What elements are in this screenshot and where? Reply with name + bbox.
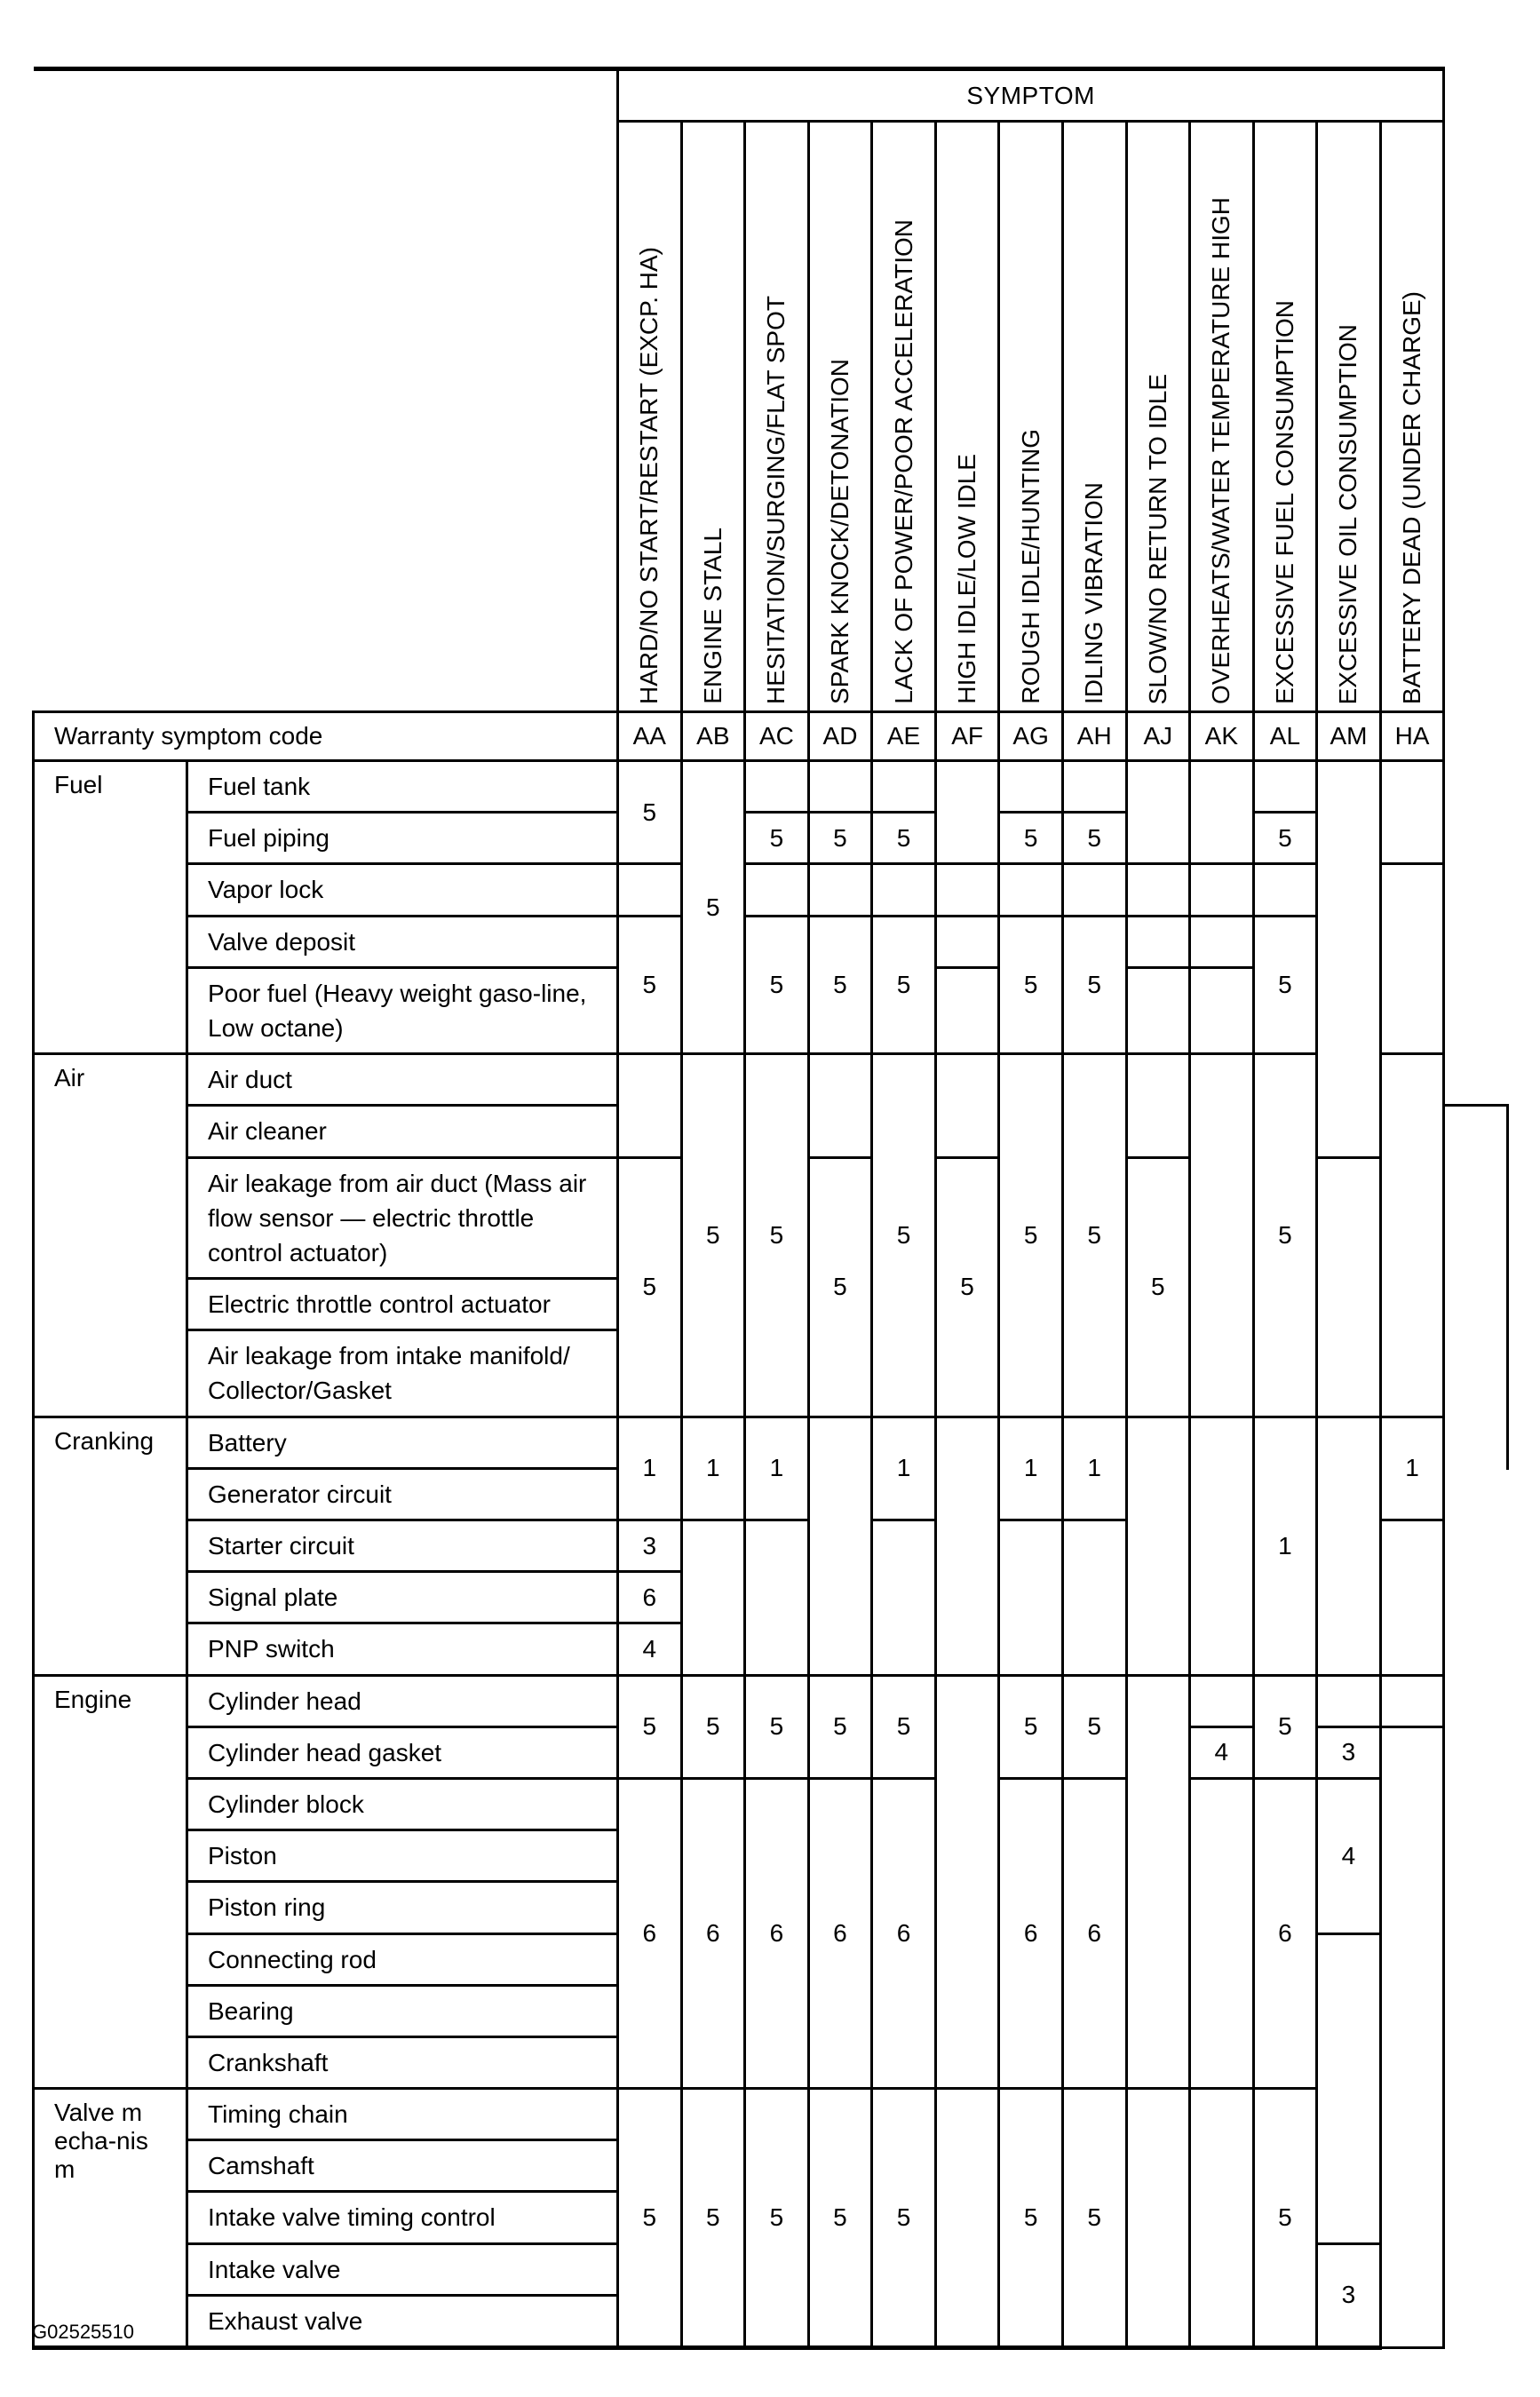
table-row: [34, 864, 1508, 916]
value-cell: 6: [1253, 1778, 1317, 2088]
col-header-ac: HESITATION/SURGING/FLAT SPOT: [745, 122, 809, 712]
table-row: [34, 1675, 1508, 1726]
value-cell: 5: [1126, 1157, 1190, 1417]
value-cell: [999, 864, 1063, 916]
value-cell: 5: [999, 2089, 1063, 2348]
value-cell: 5: [1062, 1054, 1126, 1417]
value-cell: [999, 1520, 1063, 1676]
value-cell: [1126, 1675, 1190, 2089]
value-cell: [1380, 1726, 1444, 2347]
value-cell: [745, 1520, 809, 1676]
symptom-title: SYMPTOM: [618, 69, 1444, 122]
value-cell: [1126, 967, 1190, 1053]
item-label: Bearing: [187, 1985, 618, 2036]
item-label: PNP switch: [187, 1623, 618, 1675]
value-cell: [935, 2089, 999, 2348]
value-cell: 5: [618, 916, 682, 1054]
value-cell: 5: [1253, 1054, 1317, 1417]
col-header-ad: SPARK KNOCK/DETONATION: [808, 122, 872, 712]
value-cell: [745, 761, 809, 813]
value-cell: 5: [681, 2089, 745, 2348]
value-cell: [1380, 1520, 1444, 1676]
value-cell: [1126, 761, 1190, 864]
value-cell: [1190, 1778, 1254, 2088]
code-cell: AL: [1253, 712, 1317, 761]
value-cell: [1190, 1054, 1254, 1417]
value-cell: [808, 864, 872, 916]
value-cell: [1190, 761, 1254, 864]
table-row: [34, 916, 1508, 967]
item-label: Cylinder head: [187, 1675, 618, 1726]
value-cell: 3: [1317, 2243, 1381, 2347]
value-cell: 6: [1062, 1778, 1126, 2088]
value-cell: 1: [618, 1417, 682, 1520]
table-row: [34, 1054, 1508, 1106]
value-cell: 5: [681, 761, 745, 1054]
value-cell: [1317, 1417, 1381, 1675]
value-cell: 5: [745, 916, 809, 1054]
col-header-ab: ENGINE STALL: [681, 122, 745, 712]
value-cell: 5: [1062, 1675, 1126, 1778]
item-label: Intake valve timing control: [187, 2192, 618, 2243]
value-cell: [1126, 2089, 1190, 2348]
value-cell: 5: [1062, 916, 1126, 1054]
value-cell: [935, 1054, 999, 1157]
value-cell: 5: [872, 2089, 936, 2348]
value-cell: 5: [872, 1675, 936, 1778]
code-cell: HA: [1380, 712, 1444, 761]
value-cell: 5: [618, 2089, 682, 2348]
col-header-al: EXCESSIVE FUEL CONSUMPTION: [1253, 122, 1317, 712]
value-cell: 5: [745, 2089, 809, 2348]
item-label: Connecting rod: [187, 1933, 618, 1985]
value-cell: [1190, 1675, 1254, 1726]
value-cell: [999, 761, 1063, 813]
item-label: Battery: [187, 1417, 618, 1468]
value-cell: [935, 916, 999, 967]
code-cell: AK: [1190, 712, 1254, 761]
value-cell: 5: [808, 2089, 872, 2348]
value-cell: 5: [745, 1054, 809, 1417]
value-cell: 5: [808, 813, 872, 864]
item-label: Vapor lock: [187, 864, 618, 916]
item-label: Signal plate: [187, 1572, 618, 1623]
value-cell: 6: [808, 1778, 872, 2088]
value-cell: [618, 864, 682, 916]
group-label-fuel: Fuel: [34, 761, 187, 1054]
col-header-ak: OVERHEATS/WATER TEMPERATURE HIGH: [1190, 122, 1254, 712]
value-cell: 1: [872, 1417, 936, 1520]
code-cell: AB: [681, 712, 745, 761]
value-cell: 5: [618, 1675, 682, 1778]
value-cell: [1253, 864, 1317, 916]
value-cell: [935, 967, 999, 1053]
value-cell: [1317, 1933, 1381, 2243]
value-cell: 1: [681, 1417, 745, 1520]
col-header-aa: HARD/NO START/RESTART (EXCP. HA): [618, 122, 682, 712]
col-header-ha: BATTERY DEAD (UNDER CHARGE): [1380, 122, 1444, 712]
value-cell: [1062, 761, 1126, 813]
value-cell: [1126, 1054, 1190, 1157]
value-cell: [1380, 864, 1444, 1054]
value-cell: [1380, 761, 1444, 864]
value-cell: 6: [681, 1778, 745, 2088]
value-cell: 6: [618, 1572, 682, 1623]
value-cell: 1: [1062, 1417, 1126, 1520]
value-cell: [1253, 761, 1317, 813]
value-cell: 5: [618, 1157, 682, 1417]
group-label-air: Air: [34, 1054, 187, 1417]
value-cell: [808, 1054, 872, 1157]
value-cell: [1190, 2089, 1254, 2348]
value-cell: 4: [1317, 1778, 1381, 1933]
table-row: [34, 2089, 1508, 2140]
group-label-engine: Engine: [34, 1675, 187, 2089]
value-cell: 5: [1253, 813, 1317, 864]
value-cell: [872, 1520, 936, 1676]
item-label: Cylinder block: [187, 1778, 618, 1829]
col-header-ah: IDLING VIBRATION: [1062, 122, 1126, 712]
code-cell: AE: [872, 712, 936, 761]
value-cell: 1: [1380, 1417, 1444, 1520]
value-cell: 3: [618, 1520, 682, 1572]
value-cell: 5: [1253, 1675, 1317, 1778]
group-label-cranking: Cranking: [34, 1417, 187, 1675]
item-label: Cylinder head gasket: [187, 1726, 618, 1778]
col-header-ag: ROUGH IDLE/HUNTING: [999, 122, 1063, 712]
value-cell: 5: [999, 1054, 1063, 1417]
value-cell: [872, 761, 936, 813]
value-cell: 1: [999, 1417, 1063, 1520]
value-cell: [935, 1417, 999, 1675]
item-label: Electric throttle control actuator: [187, 1279, 618, 1330]
item-label: Exhaust valve: [187, 2295, 618, 2347]
item-label: Air leakage from intake manifold/ Collector/Gasket: [187, 1330, 618, 1417]
value-cell: [1190, 1417, 1254, 1675]
item-label: Piston: [187, 1830, 618, 1882]
value-cell: [1380, 1675, 1444, 1726]
code-cell: AH: [1062, 712, 1126, 761]
symptom-table: [32, 67, 1509, 2350]
value-cell: [1317, 1675, 1381, 1726]
value-cell: 5: [999, 813, 1063, 864]
value-cell: [1126, 864, 1190, 916]
value-cell: 5: [872, 813, 936, 864]
warranty-code-label: Warranty symptom code: [34, 712, 618, 761]
code-cell: AG: [999, 712, 1063, 761]
value-cell: [872, 864, 936, 916]
table-row: [34, 1417, 1508, 1468]
value-cell: [1190, 916, 1254, 967]
item-label: Fuel tank: [187, 761, 618, 813]
value-cell: 6: [745, 1778, 809, 2088]
value-cell: [935, 761, 999, 864]
value-cell: 5: [681, 1675, 745, 1778]
value-cell: [1190, 864, 1254, 916]
value-cell: 5: [999, 1675, 1063, 1778]
col-header-ae: LACK OF POWER/POOR ACCELERATION: [872, 122, 936, 712]
code-cell: AF: [935, 712, 999, 761]
value-cell: 3: [1317, 1726, 1381, 1778]
value-cell: 5: [999, 916, 1063, 1054]
value-cell: 6: [618, 1778, 682, 2088]
value-cell: 5: [872, 916, 936, 1054]
code-cell: AC: [745, 712, 809, 761]
item-label: Timing chain: [187, 2089, 618, 2140]
group-label-valve: Valve mecha-nism: [34, 2089, 187, 2348]
col-header-am: EXCESSIVE OIL CONSUMPTION: [1317, 122, 1381, 712]
value-cell: [1126, 1417, 1190, 1675]
value-cell: [1190, 967, 1254, 1053]
value-cell: 5: [745, 1675, 809, 1778]
code-cell: AM: [1317, 712, 1381, 761]
value-cell: 5: [808, 1157, 872, 1417]
value-cell: [1062, 1520, 1126, 1676]
value-cell: 5: [808, 916, 872, 1054]
table-row: [34, 761, 1508, 813]
item-label: Air duct: [187, 1054, 618, 1106]
item-label: Generator circuit: [187, 1468, 618, 1520]
value-cell: [1444, 1106, 1508, 1469]
code-cell: AJ: [1126, 712, 1190, 761]
code-cell: AA: [618, 712, 682, 761]
value-cell: 5: [1062, 813, 1126, 864]
value-cell: 1: [1253, 1417, 1317, 1675]
value-cell: [808, 761, 872, 813]
value-cell: 5: [1253, 916, 1317, 1054]
value-cell: 4: [618, 1623, 682, 1675]
value-cell: 5: [1062, 2089, 1126, 2348]
item-label: Valve deposit: [187, 916, 618, 967]
item-label: Starter circuit: [187, 1520, 618, 1572]
value-cell: [1126, 916, 1190, 967]
item-label: Intake valve: [187, 2243, 618, 2295]
value-cell: 5: [808, 1675, 872, 1778]
value-cell: 5: [872, 1054, 936, 1417]
value-cell: [681, 1520, 745, 1676]
item-label: Air cleaner: [187, 1106, 618, 1157]
table-row: [34, 1778, 1508, 1829]
item-label: Poor fuel (Heavy weight gaso-line, Low octane): [187, 967, 618, 1053]
value-cell: 5: [681, 1054, 745, 1417]
value-cell: 6: [999, 1778, 1063, 2088]
value-cell: [935, 1675, 999, 2089]
value-cell: [1380, 1054, 1444, 1417]
figure-id: G02525510: [32, 2321, 134, 2343]
value-cell: 1: [745, 1417, 809, 1520]
value-cell: [1062, 864, 1126, 916]
table-row: [34, 813, 1508, 864]
item-label: Fuel piping: [187, 813, 618, 864]
item-label: Piston ring: [187, 1882, 618, 1933]
value-cell: [745, 864, 809, 916]
value-cell: [1317, 761, 1381, 1158]
value-cell: 5: [618, 761, 682, 864]
item-label: Air leakage from air duct (Mass air flow sensor — electric throttle control actuator): [187, 1157, 618, 1279]
col-header-aj: SLOW/NO RETURN TO IDLE: [1126, 122, 1190, 712]
value-cell: [808, 1417, 872, 1675]
value-cell: 5: [1253, 2089, 1317, 2348]
item-label: Camshaft: [187, 2140, 618, 2192]
code-cell: AD: [808, 712, 872, 761]
value-cell: [935, 864, 999, 916]
value-cell: 4: [1190, 1726, 1254, 1778]
value-cell: 5: [745, 813, 809, 864]
value-cell: 5: [935, 1157, 999, 1417]
value-cell: 6: [872, 1778, 936, 2088]
value-cell: [618, 1054, 682, 1157]
item-label: Crankshaft: [187, 2036, 618, 2088]
col-header-af: HIGH IDLE/LOW IDLE: [935, 122, 999, 712]
